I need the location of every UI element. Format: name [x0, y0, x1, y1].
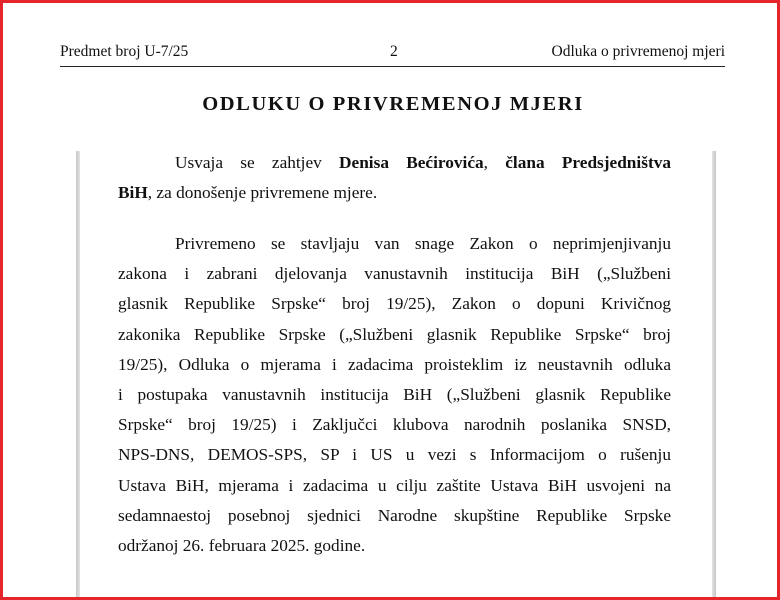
applicant-role-end: BiH — [118, 183, 148, 203]
text-run: , za donošenje privremene mjere. — [147, 183, 378, 203]
paragraph-2-line: Srpske“ broj 19/25) i Zaključci klubova narodnih poslanika SNSD, — [118, 415, 671, 435]
paragraph-2-line: i postupaka vanustavnih institucija BiH („Službeni glasnik Republike — [118, 384, 671, 404]
page-number: 2 — [390, 43, 398, 60]
paragraph-1-line-1 — [118, 148, 671, 178]
paragraph-1-line-2 — [118, 178, 671, 208]
applicant-name: Denisa Bećirovića — [339, 153, 484, 172]
paragraph-2-line: održanoj 26. februara 2025. godine. — [118, 535, 366, 555]
header-rule — [60, 66, 725, 67]
text-run: , — [483, 153, 506, 172]
paragraph-1 — [118, 148, 671, 208]
paragraph-2 — [118, 229, 671, 561]
paragraph-2-line: Ustava BiH, mjerama i zadacima u cilju zaštite Ustava BiH usvojeni na — [118, 475, 671, 495]
paragraph-2-line: sedamnaestoj posebnoj sjednici Narodne skupštine Republike Srpske — [118, 505, 671, 525]
applicant-role: člana Predsjedništva — [505, 153, 671, 172]
paragraph-2-line: zakona i zabrani djelovanja vanustavnih institucija BiH („Službeni — [118, 264, 671, 284]
paragraph-2-line: glasnik Republike Srpske“ broj 19/25), Zakon o dopuni Krivičnog — [118, 294, 671, 314]
page-header — [60, 42, 725, 62]
paragraph-2-line: Privremeno se stavljaju van snage Zakon o neprimjenjivanju — [175, 234, 671, 253]
document-title: ODLUKU O PRIVREMENOJ MJERI — [202, 93, 584, 115]
page-edge-left — [76, 151, 80, 597]
case-number: Predmet broj U-7/25 — [60, 43, 189, 60]
page-edge-right — [712, 151, 716, 597]
document-name: Odluka o privremenoj mjeri — [551, 43, 725, 60]
paragraph-2-line: 19/25), Odluka o mjerama i zadacima proisteklim iz neustavnih odluka — [118, 354, 671, 374]
text-run: Usvaja se zahtjev — [175, 153, 340, 172]
paragraph-2-line: zakonika Republike Srpske („Službeni glasnik Republike Srpske“ broj — [118, 324, 671, 344]
paragraph-2-line: NPS-DNS, DEMOS-SPS, SP i US u vezi s Informacijom o rušenju — [118, 445, 671, 465]
